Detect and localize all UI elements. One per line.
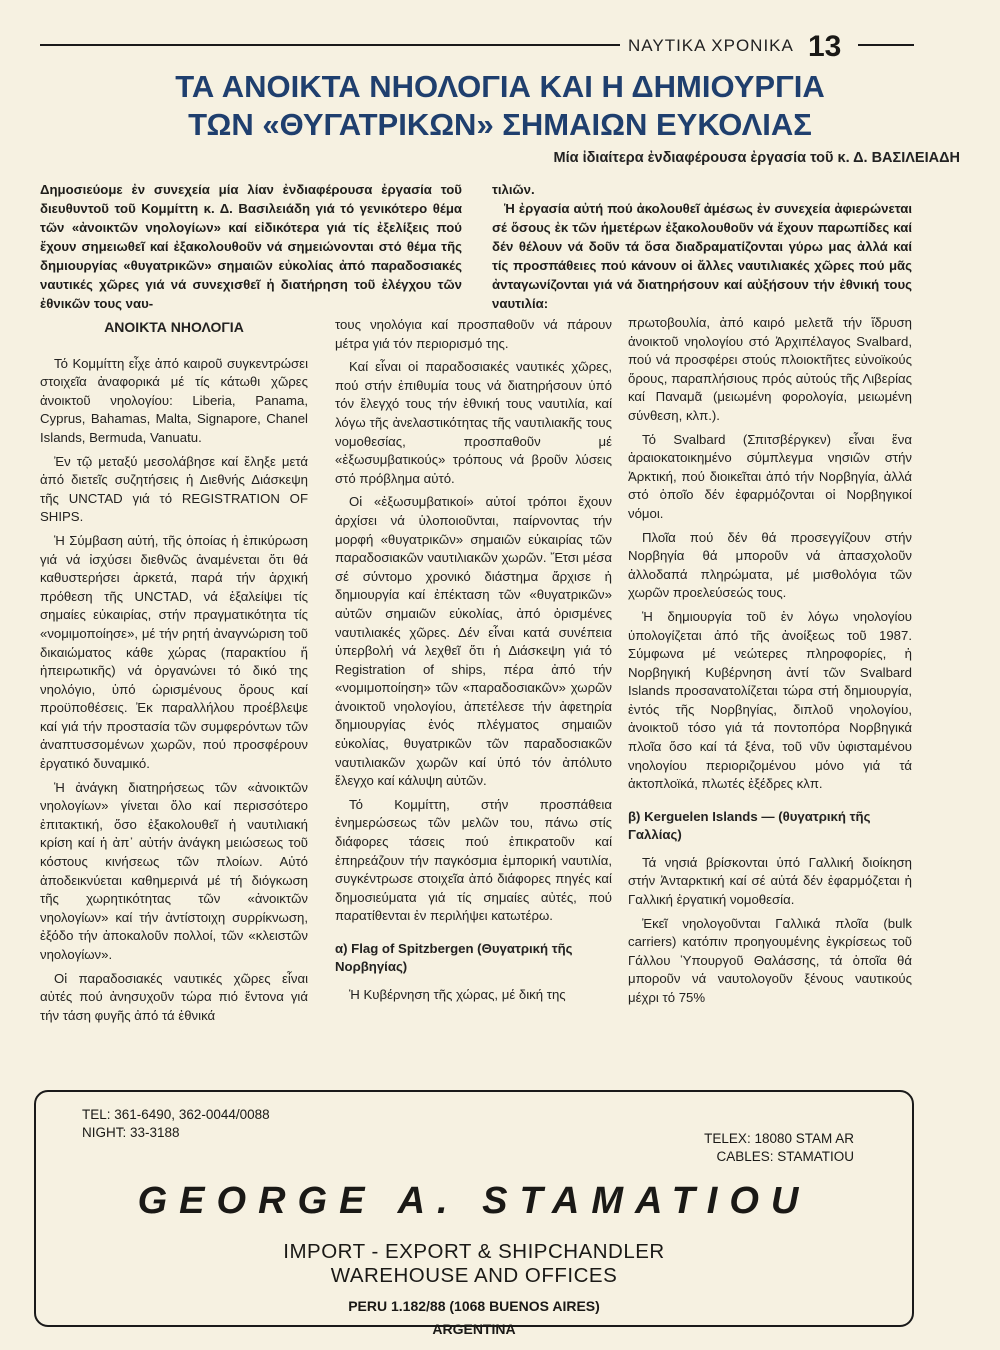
paragraph: πρωτοβουλία, ἀπό καιρό μελετᾶ τήν ἵδρυση ἀνοικτοῦ νηολογίου στό Ἀρχιπέλαγος Svalbard, πού νά προσφέρει στούς πλοιοκτῆτες εὐνοϊκούς ὅρους, παραπλήσιους πρός αὐτούς τῆς Λιβερίας καί Παναμᾶ (μειωμένη φορολογία, μειωμένη σύνθεση, κλπ.).	[628, 315, 912, 423]
header-rule-right	[858, 44, 914, 46]
page-number: 13	[808, 30, 842, 63]
paragraph: Τό Κομμίττη εἶχε ἀπό καιροῦ συγκεντρώσει στοιχεῖα ἀναφορικά μέ τίς κάτωθι χῶρες ἀνοικτοῦ νηολογίου: Liberia, Panama, Cyprus, Bahamas, Malta, Signapore, Chanel Islands, Bermuda, Vanuatu.	[40, 355, 308, 445]
ad-services: IMPORT - EXPORT & SHIPCHANDLER	[283, 1240, 665, 1263]
paragraph: Ἡ Κυβέρνηση τῆς χώρας, μέ δική της	[349, 987, 566, 1002]
byline: Μία ἰδιαίτερα ἐνδιαφέρουσα ἐργασία τοῦ κ. Δ. ΒΑΣΙΛΕΙΑΔΗ	[553, 150, 960, 166]
subheading-spitzbergen: α) Flag of Spitzbergen (Θυγατρική τῆς Νορβηγίας)	[335, 941, 573, 974]
paragraph: Τό Κομμίττη, στήν προσπάθεια ἐνημερώσεως τῶν μελῶν του, πάνω στίς διάφορες τάσεις πού ἐπικρατοῦν καί ἐπηρεάζουν τήν παγκόσμια ἐμπορική ναυτιλία, συγκέντρωσε στοιχεῖα ἀπό διάφορες πηγές καί δημοσιεύματα γιά τίς σημαίες αὐτές, πού παρατίθενται ἐν περιλήψει κατωτέρω.	[335, 796, 612, 924]
paragraph: Καί εἶναι οἱ παραδοσιακές ναυτικές χῶρες, πού στήν ἐπιθυμία τους νά διατηρήσουν ὑπό τόν ἔλεγχό τους τήν ἐθνική τους ναυτιλία, καί λόγω τῆς ἀνελαστικότητας τῆς ναυτιλιακῆς τους νομοθεσίας, προσπαθοῦν μέ «ἐξωσυμβατικούς» τρόπους νά βροῦν λύσεις στό πρόβλημα αὐτό.	[335, 359, 612, 486]
title-line-1: ΤΑ ΑΝΟΙΚΤΑ ΝΗΟΛΟΓΙΑ ΚΑΙ Η ΔΗΜΙΟΥΡΓΙΑ	[175, 69, 825, 104]
ad-telex-block	[704, 1130, 854, 1166]
paragraph: Ἐκεῖ νηολογοῦνται Γαλλικά πλοῖα (bulk carriers) κατόπιν προηγουμένης ἐγκρίσεως τοῦ Γάλλου Ὑπουργοῦ Θαλάσσης, τά ὁποῖα θά μποροῦν νά ναυτολογοῦν ξένους ναυτικούς μέχρι τό 75%	[628, 915, 912, 1005]
intro-left-text: Δημοσιεύομε ἐν συνεχεία μία λίαν ἐνδιαφέρουσα ἐργασία τοῦ διευθυντοῦ τοῦ Κομμίττη κ. Δ. Βασιλειάδη γιά τό γενικότερο θέμα τῶν «ἀνοικτῶν νηολογίων» καί εἰδικότερα γιά τίς ἐξελίξεις πού ἔχουν σημειωθεῖ καί ἐξακολουθοῦν νά σημειώνονται στό θέμα τῆς δημιουργίας «θυγατρικῶν» σημαιῶν εὐκολίας ἀπό παραδοσιακές ναυτικές χῶρες γιά νά συνεχισθεῖ ἡ διατήρηση τοῦ ἐλέγχου τῶν ἐθνικῶν τους ναυ-	[40, 182, 462, 311]
paragraph: Πλοῖα πού δέν θά προσεγγίζουν στήν Νορβηγία θά μποροῦν νά ἀπασχολοῦν ἀλλοδαπά πληρώματα, μέ μισθολόγια τῶν χωρῶν προελεύσεώς τους.	[628, 529, 912, 601]
column-1	[40, 318, 308, 1030]
magazine-name: ΝΑΥΤΙΚΑ ΧΡΟΝΙΚΑ	[628, 36, 794, 55]
advertisement-box	[34, 1090, 914, 1337]
paragraph: τους νηολόγια καί προσπαθοῦν νά πάρουν μέτρα γιά τόν περιορισμό της.	[335, 317, 612, 351]
paragraph: Τό Svalbard (Σπιτσβέργκεν) εἶναι ἕνα ἀραιοκατοικημένο σύμπλεγμα νησιῶν στήν Ἀρκτική, πού διοικεῖται ἀπό τήν Νορβηγία, ἀλλά στό ὁποῖο δέν ἐφαρμόζονται οἱ Νορβηγικοί νόμοι.	[628, 431, 912, 521]
ad-cables: CABLES: STAMATIOU	[716, 1149, 854, 1164]
ad-company-name: GEORGE A. STAMATIOU	[137, 1180, 811, 1222]
header-rule-left	[40, 44, 620, 46]
subheading-kerguelen: β) Kerguelen Islands — (θυγατρική τῆς Γαλλίας)	[628, 808, 871, 842]
title-line-2: ΤΩΝ «ΘΥΓΑΤΡΙΚΩΝ» ΣΗΜΑΙΩΝ ΕΥΚΟΛΙΑΣ	[188, 107, 812, 142]
paragraph: Τά νησιά βρίσκονται ὑπό Γαλλική διοίκηση στήν Ἀνταρκτική καί σέ αὐτά δέν ἐφαρμόζεται ἡ Γαλλική ἐργατική νομοθεσία.	[628, 854, 912, 908]
ad-phone-block	[82, 1106, 270, 1142]
section-heading: ΑΝΟΙΚΤΑ ΝΗΟΛΟΓΙΑ	[104, 319, 244, 335]
intro-right	[492, 180, 912, 313]
intro-right-p1: τιλιῶν.	[492, 182, 535, 197]
ad-address: PERU 1.182/88 (1068 BUENOS AIRES)	[348, 1298, 600, 1314]
intro-right-p2: Ἡ ἐργασία αὐτή πού ἀκολουθεῖ ἀμέσως ἐν συνεχεία ἀφιερώνεται σέ ὅσους ἐκ τῶν ἡμετέρων ἐξακολουθοῦν νά ἔχουν παρωπίδες καί δέν θέλουν νά δοῦν τά ὅσα διαδραματίζονται γύρω μας ἀλλά καί τίς προσπάθειες πού κάνουν οἱ ἄλλες ναυτιλιακές χῶρες πού μᾶς ἀνταγωνίζονται γιά νά διατηρήσουν καί αὐξήσουν τήν ἐθνική τους ναυτιλία:	[492, 201, 912, 311]
paragraph: Οἱ παραδοσιακές ναυτικές χῶρες εἶναι αὐτές πού ἀνησυχοῦν τώρα πιό ἔντονα γιά τήν τάση φυγῆς ἀπό τά ἐθνικά	[40, 970, 308, 1023]
paragraph: Ἡ δημιουργία τοῦ ἐν λόγω νηολογίου ὑπολογίζεται ἀπό τῆς ἀνοίξεως τοῦ 1987. Σύμφωνα μέ νεώτερες πληροφορίες, ἡ Νορβηγική Κυβέρνηση ἀντί τῶν Svalbard Islands προσανατολίζεται τώρα στή δημιουργία, ἐντός τῆς Νορβηγίας, διπλοῦ νηολογίου, ἀνοικτοῦ τόσο γιά τά ποντοπόρα Νορβηγικά πλοῖα ὅσο καί τά ξένα, τοῦ νῦν ὑφισταμένου νηολογίου περιοριζομένου μόνο γιά τά ἀκτοπλοϊκά, πλωτές ἐξέδρες κλπ.	[628, 608, 912, 792]
ad-night: NIGHT: 33-3188	[82, 1125, 180, 1140]
intro-left	[40, 180, 462, 313]
article-title	[40, 68, 960, 144]
column-2	[335, 316, 612, 1010]
paragraph: Οἱ «ἐξωσυμβατικοί» αὐτοί τρόποι ἔχουν ἀρχίσει νά ὑλοποιοῦνται, παίρνοντας τήν μορφή «θυγατρικῶν» σημαιῶν εὐκαιρίας τῶν παραδοσιακῶν ναυτιλιακῶν χωρῶν. Ἔτσι μέσα σέ σύντομο χρονικό διάστημα ἄρχισε ἡ δημιουργία καί ἐπέκταση τῶν «θυγατρικῶν» αὐτῶν σημαιῶν εὐκολίας, ἀπό ὁρισμένες ναυτιλιακές χῶρες. Δέν εἶναι κατά συνέπεια ὑπερβολή νά λεχθεῖ ὅτι ἡ Διάσκεψη γιά τό Registration of ships, πέρα ἀπό τήν «νομιμοποίηση» τῶν «παραδοσιακῶν» χωρῶν ἀνοικτοῦ νηολογίου, ἀπετέλεσε τήν ἀφετηρία δημιουργίας ἑνός πλέγματος σημαιῶν εὐκολίας, θυγατρικῶν τῶν παραδοσιακῶν ναυτιλιακῶν χωρῶν καί ὑπό τόν ἀπόλυτο ἔλεγχο καί κάλυψη αὐτῶν.	[335, 494, 612, 789]
paragraph: Ἐν τῷ μεταξύ μεσολάβησε καί ἔληξε μετά ἀπό διετεῖς συζητήσεις ἡ Διεθνής Διάσκεψη τῆς UNCTAD γιά τό REGISTRATION OF SHIPS.	[40, 453, 308, 525]
paragraph: Ἡ Σύμβαση αὐτή, τῆς ὁποίας ἡ ἐπικύρωση γιά νά ἰσχύσει διεθνῶς ἀναμένεται ὅτι θά καθυστερήσει ἀρκετά, παρά τήν ἀρχική πρόθεση τῆς UNCTAD, νά ἐξαλείψει τίς σημαίες εὐκαιρίας, στήν πραγματικότητα τίς «νομιμοποίησε», μέ τήν ρητή ἀναγνώριση τοῦ δικαιώματος κάθε χώρας (παρακτίου ἤ ἠπειρωτικῆς) νά ὀργανώνει τό δικό της νηολόγιο, ὑπό ὡρισμένους ὅρους καί προϋποθέσεις. Ἐκ παραλλήλου προέβλεψε καί γιά τήν προστασία τῶν συμφερόντων τῶν ἀναπτυσσομένων χωρῶν, πού προσφέρουν ἐργατικό δυναμικό.	[40, 532, 308, 772]
column-3	[628, 314, 912, 1013]
ad-warehouse: WAREHOUSE AND OFFICES	[330, 1264, 618, 1287]
paragraph: Ἡ ἀνάγκη διατηρήσεως τῶν «ἀνοικτῶν νηολογίων» γίνεται ὅλο καί περισσότερο ἐπιτακτική, ὅσο ἐξακολουθεῖ ἡ ναυτιλιακή κρίση καί ἡ ἀπ᾽ αὐτήν ἀνάγκη μειώσεως τοῦ κόστους κινήσεως τῶν πλοίων. Αὐτό ἀποδεικνύεται καθημερινά μέ τή διόγκωση τῆς χωρητικότητας τῶν «ἀνοικτῶν νηολογίων» καί τήν ἀντίστοιχη συρρίκνωση, ἐξόδο τήν ἀποκαλοῦν πολλοί, τῶν «κλειστῶν νηολογίων».	[40, 779, 308, 962]
ad-telex: TELEX: 18080 STAM AR	[704, 1131, 854, 1146]
ad-country: ARGENTINA	[432, 1321, 516, 1337]
ad-tel: TEL: 361-6490, 362-0044/0088	[82, 1107, 270, 1122]
